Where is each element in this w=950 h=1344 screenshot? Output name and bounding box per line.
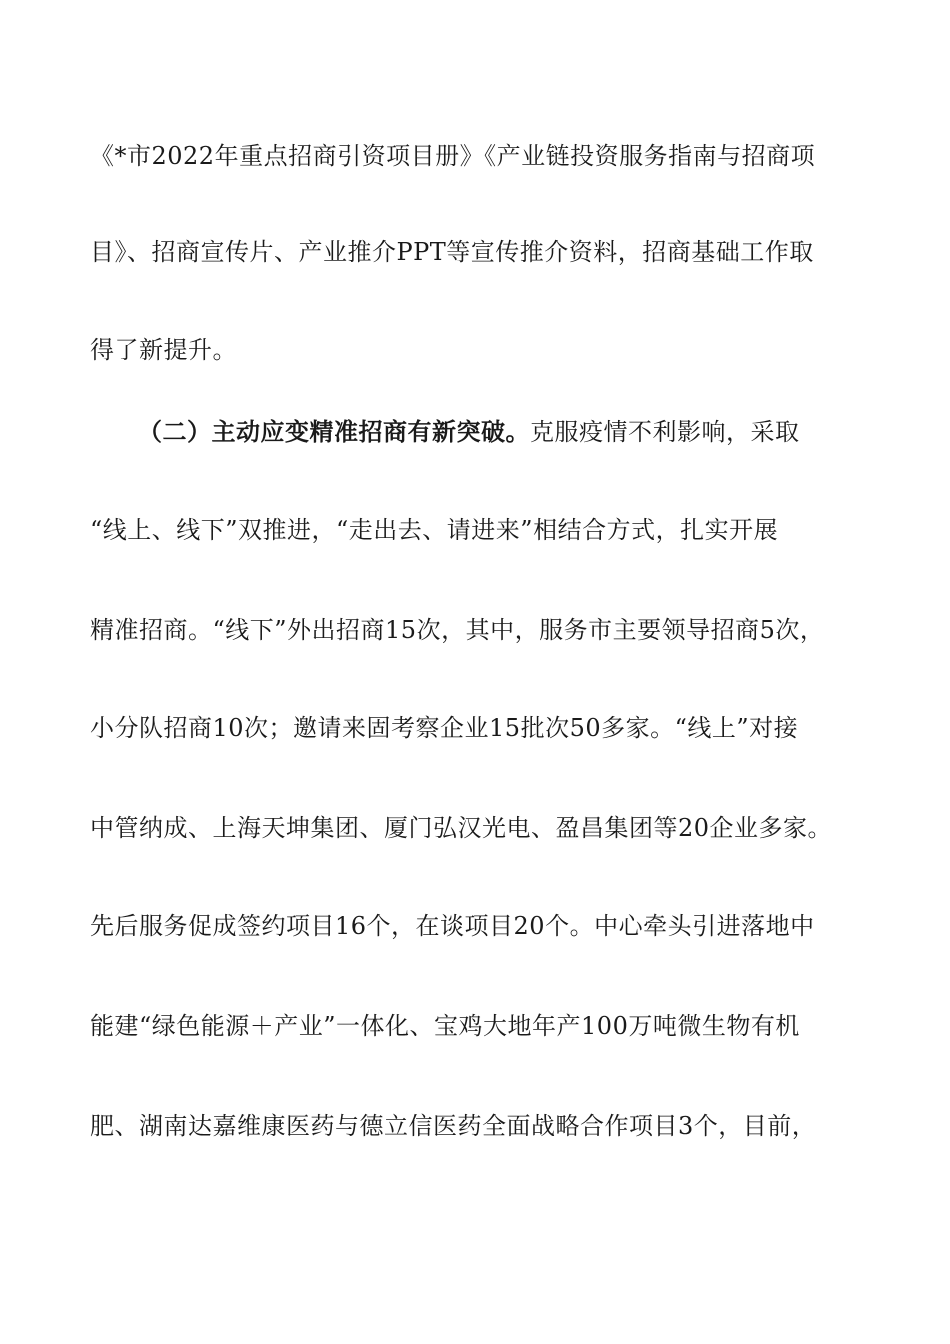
- paragraph-line-11: 肥、湖南达嘉维康医药与德立信医药全面战略合作项目3个，目前，: [90, 1112, 817, 1140]
- paragraph-line-1: 《*市2022年重点招商引资项目册》《产业链投资服务指南与招商项: [90, 142, 816, 170]
- paragraph-line-10: 能建“绿色能源＋产业”一体化、宝鸡大地年产100万吨微生物有机: [90, 1012, 800, 1040]
- paragraph-line-5: “线上、线下”双推进，“走出去、请进来”相结合方式，扎实开展: [90, 516, 779, 544]
- paragraph-line-6: 精准招商。“线下”外出招商15次，其中，服务市主要领导招商5次，: [90, 616, 825, 644]
- section-heading: （二）主动应变精准招商有新突破。: [138, 417, 530, 446]
- paragraph-line-2: 目》、招商宣传片、产业推介PPT等宣传推介资料，招商基础工作取: [90, 238, 814, 266]
- section-line: [138, 416, 918, 448]
- paragraph-line-3: 得了新提升。: [90, 336, 237, 364]
- paragraph-line-9: 先后服务促成签约项目16个，在谈项目20个。中心牵头引进落地中: [90, 912, 815, 940]
- paragraph-line-8: 中管纳成、上海天坤集团、厦门弘汉光电、盈昌集团等20企业多家。: [90, 814, 833, 842]
- section-text: 克服疫情不利影响，采取: [530, 418, 800, 446]
- paragraph-line-7: 小分队招商10次；邀请来固考察企业15批次50多家。“线上”对接: [90, 714, 799, 742]
